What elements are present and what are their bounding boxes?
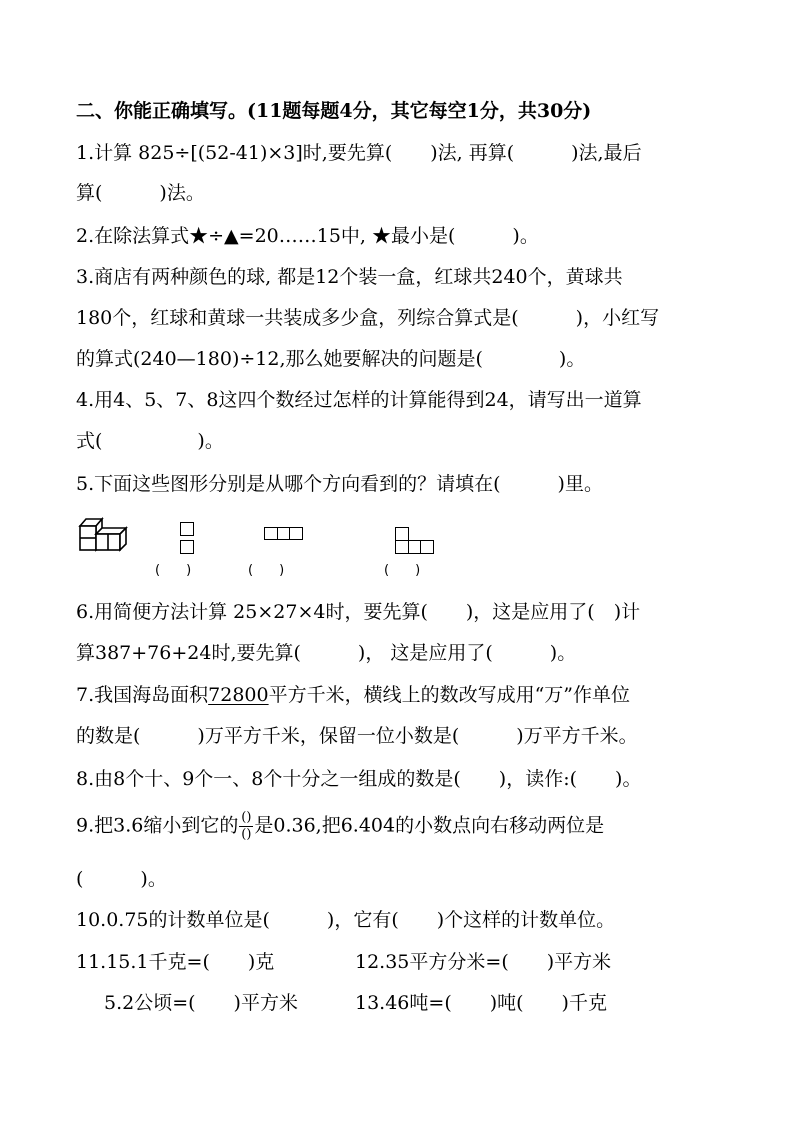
square-cell [180, 522, 194, 536]
q3-line1: 3.商店有两种颜色的球, 都是12个装一盒，红球共240个，黄球共 [76, 266, 623, 288]
q5-blank-3[interactable]: ( ) [384, 563, 421, 578]
square-cell [289, 527, 303, 540]
q9-suffix: 是0.36,把6.404的小数点向右移动两位是 [254, 814, 605, 837]
q4-line2: 式( )。 [76, 430, 224, 452]
q11-item2: 5.2公顷=( )平方米 [104, 992, 298, 1014]
q7-suffix: 平方千米，横线上的数改写成用“万”作单位 [268, 684, 631, 706]
q2-line1: 2.在除法算式★÷▲=20……15中, ★最小是( )。 [76, 225, 539, 247]
block-figure-l-shape [395, 527, 435, 554]
q8-line1: 8.由8个十、9个一、8个十分之一组成的数是( )，读作:( )。 [76, 768, 642, 790]
q5-blank-1[interactable]: ( ) [155, 563, 192, 578]
square-cell [180, 540, 194, 554]
q4-line1: 4.用4、5、7、8这四个数经过怎样的计算能得到24，请写出一道算 [76, 389, 642, 411]
q7-line1 [76, 683, 630, 707]
block-figure-vertical [180, 522, 196, 555]
q12-item1: 12.35平方分米=( )平方米 [355, 951, 612, 973]
square-cell [420, 540, 434, 554]
fraction-numerator: () [241, 810, 252, 825]
q9-line1 [76, 811, 604, 842]
q5-line1: 5.下面这些图形分别是从哪个方向看到的？请填在( )里。 [76, 473, 603, 495]
fraction-denominator: () [241, 827, 252, 842]
q6-line2: 算387+76+24时,要先算( )， 这是应用了( )。 [76, 642, 577, 664]
q11-item1: 11.15.1千克=( )克 [76, 951, 275, 973]
q1-line2: 算( )法。 [76, 182, 205, 204]
q3-line3: 的算式(240—180)÷12,那么她要解决的问题是( )。 [76, 348, 586, 370]
block-figure-3d [78, 514, 128, 554]
q9-line2: ( )。 [76, 868, 167, 890]
q10-line1: 10.0.75的计数单位是( )，它有( )个这样的计数单位。 [76, 909, 616, 931]
block-figure-row [264, 527, 304, 541]
section-title: 二、你能正确填写。(11题每题4分，其它每空1分，共30分) [76, 100, 592, 122]
q1-line1: 1.计算 825÷[(52-41)×3]时,要先算( )法, 再算( )法,最后 [76, 142, 642, 164]
q13-item1: 13.46吨=( )吨( )千克 [355, 992, 607, 1014]
q9-prefix: 9.把3.6缩小到它的 [76, 814, 239, 837]
q6-line1: 6.用简便方法计算 25×27×4时，要先算( )，这是应用了( )计 [76, 601, 641, 623]
q7-prefix: 7.我国海岛面积 [76, 684, 209, 706]
q5-blank-2[interactable]: ( ) [248, 563, 285, 578]
q9-fraction [239, 811, 253, 842]
q7-line2: 的数是( )万平方千米，保留一位小数是( )万平方千米。 [76, 725, 638, 747]
q7-underlined-number: 72800 [208, 684, 269, 706]
q3-line2: 180个，红球和黄球一共装成多少盒，列综合算式是( )，小红写 [76, 307, 660, 329]
block-3d-drawing [78, 514, 128, 554]
